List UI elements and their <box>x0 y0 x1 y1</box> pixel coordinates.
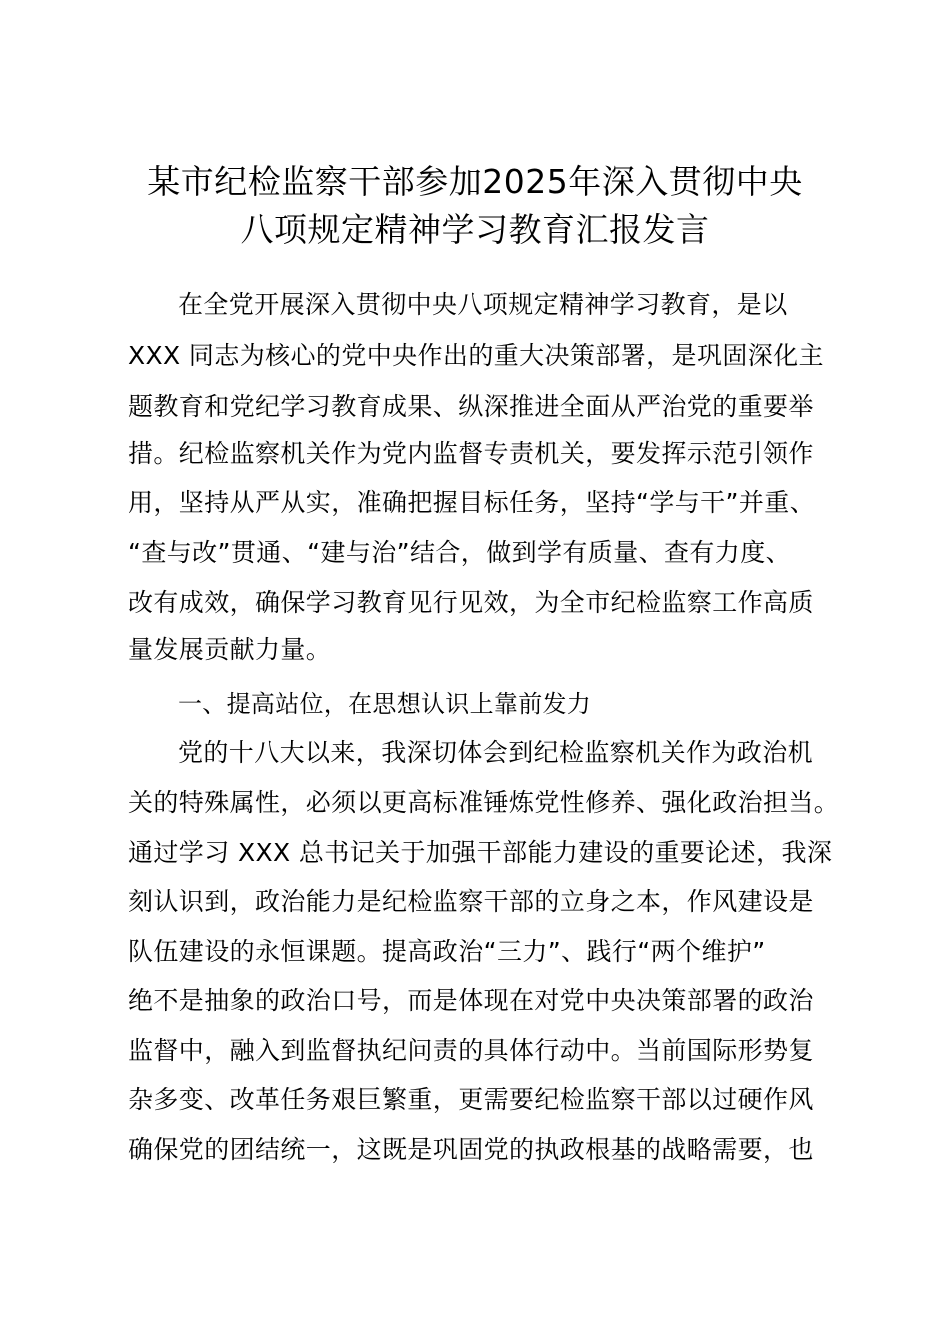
paragraph-2-line: 确保党的团结统一，这既是巩固党的执政根基的战略需要，也 <box>128 1135 814 1164</box>
paragraph-2-line: 关的特殊属性，必须以更高标准锤炼党性修养、强化政治担当。 <box>128 788 840 817</box>
paragraph-1-line: 题教育和党纪学习教育成果、纵深推进全面从严治党的重要举 <box>128 392 814 421</box>
document-title-line-1: 某市纪检监察干部参加2025年深入贯彻中央 <box>147 162 803 201</box>
paragraph-1-line: “查与改”贯通、“建与治”结合，做到学有质量、查有力度、 <box>128 538 792 567</box>
section-heading-1: 一、提高站位，在思想认识上靠前发力 <box>178 690 592 718</box>
paragraph-2-line: 通过学习 XXX 总书记关于加强干部能力建设的重要论述，我深 <box>128 838 833 867</box>
paragraph-2-line: 党的十八大以来，我深切体会到纪检监察机关作为政治机 <box>178 738 814 767</box>
paragraph-1-line: 改有成效，确保学习教育见行见效，为全市纪检监察工作高质 <box>128 588 814 617</box>
paragraph-2-line: 刻认识到，政治能力是纪检监察干部的立身之本，作风建设是 <box>128 887 814 916</box>
paragraph-1-line: 在全党开展深入贯彻中央八项规定精神学习教育，是以 <box>178 290 788 319</box>
paragraph-2-line: 监督中，融入到监督执纪问责的具体行动中。当前国际形势复 <box>128 1036 814 1065</box>
paragraph-1-line: 用，坚持从严从实，准确把握目标任务，坚持“学与干”并重、 <box>128 488 816 517</box>
document-title-line-2: 八项规定精神学习教育汇报发言 <box>240 210 710 249</box>
paragraph-1-line: XXX 同志为核心的党中央作出的重大决策部署，是巩固深化主 <box>128 341 824 370</box>
paragraph-2-line: 绝不是抽象的政治口号，而是体现在对党中央决策部署的政治 <box>128 986 814 1015</box>
paragraph-1-line: 措。纪检监察机关作为党内监督专责机关，要发挥示范引领作 <box>128 439 814 468</box>
paragraph-1-line: 量发展贡献力量。 <box>128 635 332 664</box>
paragraph-2-line: 队伍建设的永恒课题。提高政治“三力”、践行“两个维护” <box>128 937 766 966</box>
paragraph-2-line: 杂多变、改革任务艰巨繁重，更需要纪检监察干部以过硬作风 <box>128 1085 814 1114</box>
